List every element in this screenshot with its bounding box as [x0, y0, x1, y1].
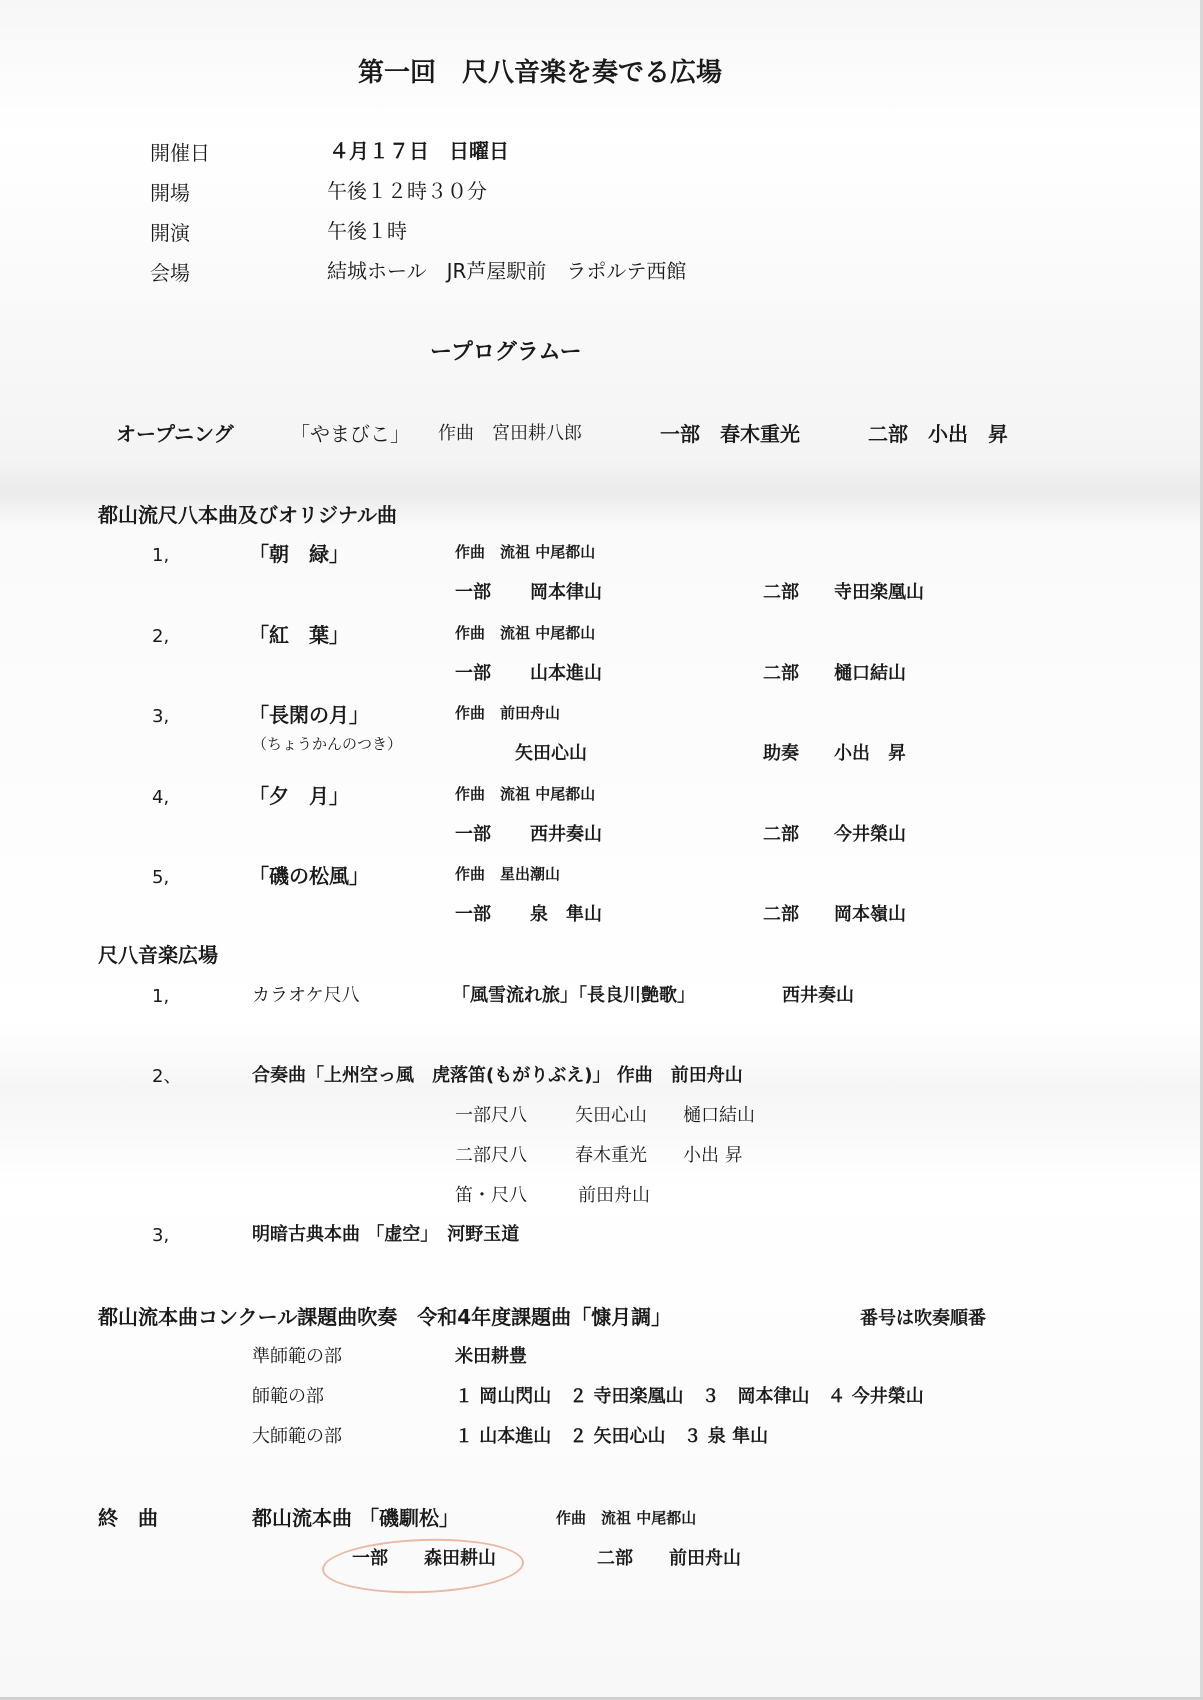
- section1-item1-num: 1,: [152, 545, 170, 566]
- section1-item1-part1: 岡本律山: [530, 582, 602, 603]
- section3-row2-names: １ 岡山閃山 ２ 寺田楽凰山 ３ 岡本律山 ４ 今井榮山: [455, 1386, 924, 1407]
- section2-item2-row2-label: 二部尺八: [455, 1145, 527, 1166]
- opening-label: オープニング: [116, 422, 234, 446]
- section1-item5-title: 「磯の松風」: [249, 864, 369, 888]
- section1-item4-title: 「夕 月」: [249, 784, 349, 808]
- section1-item1-part2: 寺田楽凰山: [834, 582, 924, 603]
- finale-piece: 都山流本曲 「磯馴松」: [252, 1506, 459, 1530]
- info-label-venue: 会場: [150, 261, 190, 285]
- info-value-doors: 午後１２時３０分: [327, 179, 487, 203]
- opening-part1: 一部 春木重光: [660, 422, 800, 446]
- section1-item2-num: 2,: [152, 626, 170, 647]
- finale-composer: 作曲 流祖 中尾都山: [556, 1509, 697, 1527]
- section2-item3-label: 明暗古典本曲 「虚空」 河野玉道: [252, 1224, 520, 1245]
- opening-piece: 「やまびこ」: [290, 422, 410, 446]
- section2-item1-performer: 西井奏山: [782, 985, 854, 1006]
- section3-row2-label: 師範の部: [252, 1386, 324, 1407]
- section1-item4-num: 4,: [152, 787, 170, 808]
- section1-item2-part1-label: 一部: [455, 663, 491, 684]
- section1-item3-title: 「長閑の月」: [249, 703, 369, 727]
- opening-part2: 二部 小出 昇: [868, 422, 1008, 446]
- section1-item3-part2: 小出 昇: [834, 743, 906, 764]
- section1-heading: 都山流尺八本曲及びオリジナル曲: [98, 503, 397, 527]
- info-label-doors: 開場: [150, 181, 190, 205]
- section1-item3-composer: 作曲 前田舟山: [455, 704, 561, 722]
- finale-part1: 一部 森田耕山: [352, 1548, 496, 1569]
- section1-item5-num: 5,: [152, 867, 170, 888]
- section1-item3-part1: 矢田心山: [515, 743, 587, 764]
- section2-item3-num: 3,: [152, 1225, 170, 1246]
- section1-item2-title: 「紅 葉」: [249, 623, 349, 647]
- info-value-start: 午後１時: [327, 219, 407, 243]
- section1-item5-part1-label: 一部: [455, 904, 491, 925]
- section2-item2-num: 2、: [152, 1066, 182, 1087]
- section1-item5-part1: 泉 隼山: [530, 904, 602, 925]
- section2-item1-label: カラオケ尺八: [252, 985, 360, 1006]
- program-heading: ープログラムー: [430, 340, 582, 365]
- section1-item4-composer: 作曲 流祖 中尾都山: [455, 785, 596, 803]
- section2-item2-row3-label: 笛・尺八: [455, 1185, 527, 1206]
- section3-row1-label: 準師範の部: [252, 1346, 342, 1367]
- section1-item2-part2: 樋口結山: [834, 663, 906, 684]
- page-title: 第一回 尺八音楽を奏でる広場: [358, 58, 723, 88]
- finale-label: 終 曲: [98, 1506, 158, 1530]
- finale-part2: 二部 前田舟山: [597, 1548, 741, 1569]
- section3-row3-names: １ 山本進山 ２ 矢田心山 ３ 泉 隼山: [455, 1426, 769, 1447]
- info-value-venue: 結城ホール JR芦屋駅前 ラポルテ西館: [327, 259, 687, 283]
- opening-composer: 作曲 宮田耕八郎: [438, 423, 582, 444]
- section2-item2-row3-names: 前田舟山: [578, 1185, 650, 1206]
- section1-item5-part2-label: 二部: [763, 904, 799, 925]
- section1-item2-part2-label: 二部: [763, 663, 799, 684]
- section1-item4-part1-label: 一部: [455, 824, 491, 845]
- section1-item3-part2-label: 助奏: [763, 743, 799, 764]
- section1-item2-composer: 作曲 流祖 中尾都山: [455, 624, 596, 642]
- section2-item2-row1-label: 一部尺八: [455, 1105, 527, 1126]
- info-label-date: 開催日: [150, 141, 210, 165]
- section2-item2-title: 合奏曲「上州空っ風 虎落笛(もがりぶえ)」 作曲 前田舟山: [252, 1065, 743, 1086]
- section1-item1-composer: 作曲 流祖 中尾都山: [455, 543, 596, 561]
- info-label-start: 開演: [150, 221, 190, 245]
- section2-item1-pieces: 「風雪流れ旅」「長良川艶歌」: [452, 985, 695, 1006]
- section1-item5-part2: 岡本嶺山: [834, 904, 906, 925]
- section1-item3-reading: （ちょうかんのつき）: [252, 735, 403, 753]
- section1-item5-composer: 作曲 星出潮山: [455, 865, 561, 883]
- section2-item1-num: 1,: [152, 986, 170, 1007]
- section3-row3-label: 大師範の部: [252, 1426, 342, 1447]
- section2-heading: 尺八音楽広場: [98, 943, 218, 967]
- section1-item4-part1: 西井奏山: [530, 824, 602, 845]
- section1-item1-part2-label: 二部: [763, 582, 799, 603]
- section2-item2-row2-names: 春木重光 小出 昇: [575, 1145, 743, 1166]
- section3-row1-names: 米田耕豊: [455, 1346, 527, 1367]
- section2-item2-row1-names: 矢田心山 樋口結山: [575, 1105, 755, 1126]
- section1-item1-title: 「朝 緑」: [249, 542, 349, 566]
- section1-item3-num: 3,: [152, 706, 170, 727]
- info-value-date: ４月１７日 日曜日: [329, 139, 509, 163]
- section1-item1-part1-label: 一部: [455, 582, 491, 603]
- section1-item4-part2-label: 二部: [763, 824, 799, 845]
- section3-heading: 都山流本曲コンクール課題曲吹奏 令和4年度課題曲「慷月調」: [98, 1305, 672, 1329]
- section3-note: 番号は吹奏順番: [860, 1308, 986, 1329]
- section1-item4-part2: 今井榮山: [834, 824, 906, 845]
- section1-item2-part1: 山本進山: [530, 663, 602, 684]
